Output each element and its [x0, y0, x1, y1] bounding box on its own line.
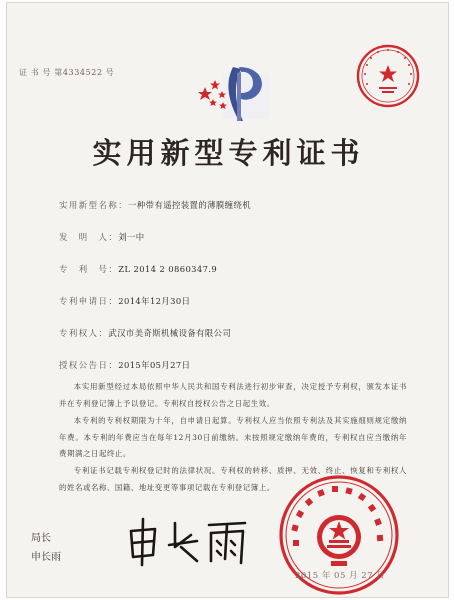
- filing-date-label: 专利申请日：: [59, 296, 119, 306]
- patent-holder-label: 专利权人：: [59, 328, 109, 338]
- inventor-label: 发 明 人：: [59, 232, 119, 242]
- grant-date-value: 2015年05月27日: [118, 360, 191, 370]
- agency-seal-icon: [355, 43, 421, 109]
- cnipa-emblem-icon: [195, 59, 275, 129]
- handwritten-signature: [125, 515, 253, 567]
- certificate-title: 实用新型专利证书: [92, 136, 365, 170]
- certificate-paper: [6, 2, 449, 598]
- director-name: 申长雨: [31, 552, 61, 563]
- director-title: 局长: [31, 533, 51, 544]
- body-paragraph-1: 本实用新型经过本局依照中华人民共和国专利法进行初步审查，决定授予专利权，颁发本证书并在专利登记簿上予以登记。专利权自授权公告之日起生效。: [59, 382, 407, 408]
- utility-model-name-value: 一种带有遥控装置的薄膜缠绕机: [128, 200, 251, 210]
- filing-date-value: 2014年12月30日: [118, 296, 191, 306]
- inventor-row: [59, 231, 145, 243]
- grant-date-row: [59, 359, 190, 371]
- filing-date-row: [59, 295, 190, 307]
- utility-model-name-label: 实用新型名称：: [59, 200, 129, 210]
- body-paragraph-2: 本专利的专利权期限为十年，自申请日起算。专利权人应当依照专利法及其实施细则规定缴纳年费。本专利的年费应当在每年12月30日前缴纳。未按照规定缴纳年费的，专利权自应当缴纳年费期满之日起终止。: [59, 416, 407, 459]
- issue-date: 2015 年 05 月 27 日: [295, 571, 386, 581]
- utility-model-name-row: [59, 199, 251, 211]
- patent-number-value: ZL 2014 2 0860347.9: [118, 264, 218, 274]
- grant-date-label: 授权公告日：: [59, 360, 119, 370]
- body-paragraph-3: 专利证书记载专利权登记时的法律状况。专利权的转移、质押、无效、终止、恢复和专利权人的姓名或名称、国籍、地址变更等事项记载在专利登记簿上。: [59, 466, 407, 492]
- inventor-value: 刘一中: [118, 232, 145, 242]
- patent-number-row: [59, 263, 217, 275]
- patent-number-label: 专 利 号：: [59, 264, 119, 274]
- patent-holder-value: 武汉市美奇斯机械设备有限公司: [108, 328, 232, 338]
- certificate-number: 证 书 号 第4334522 号: [19, 68, 115, 77]
- patent-holder-row: [59, 327, 231, 339]
